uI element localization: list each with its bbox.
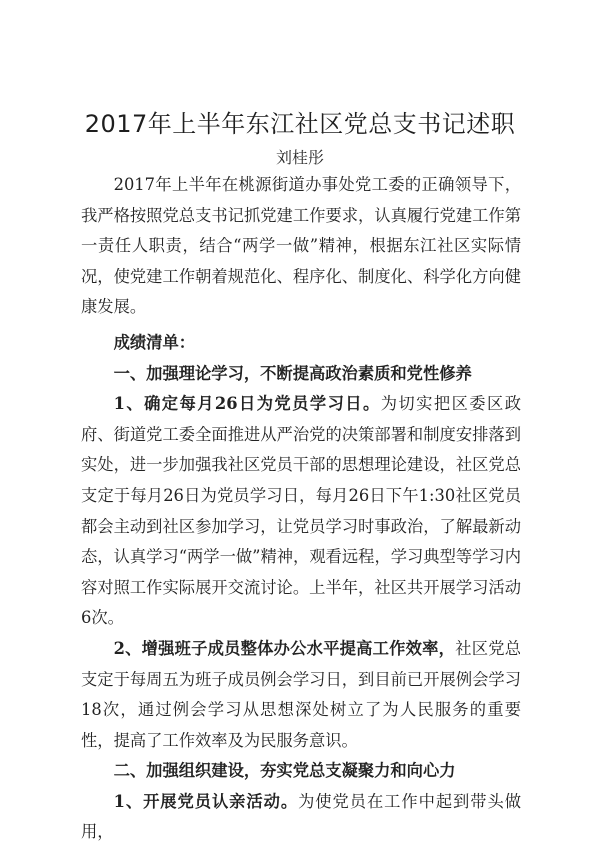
section2-item1-text: 为使党员在工作中起到带头做用， [81, 791, 521, 842]
section1-item1-lead: 1、确定每月26日为党员学习日。 [113, 394, 381, 414]
document-body [81, 170, 521, 848]
section1-item1-text: 为切实把区委区政府、街道党工委全面推进从严治党的决策部署和制度安排落到实处，进一步加强我社区党员干部的思想理论建设，社区党总支定于每月26日为党员学习日，每月26日下午1:30社区党员都会主动到社区参加学习，让党员学习时事政治，了解最新动态，认真学习“两学一做”精神，观看远程，学习典型等学习内容对照工作实际展开交流讨论。上半年，社区共开展学习活动6次。 [81, 394, 521, 628]
section1-item2-lead: 2、增强班子成员整体办公水平提高工作效率， [113, 638, 456, 658]
document-author: 刘桂彤 [275, 148, 324, 167]
intro-paragraph: 2017年上半年在桃源街道办事处党工委的正确领导下，我严格按照党总支书记抓党建工作要求，认真履行党建工作第一责任人职责，结合“两学一做”精神，根据东江社区实际情况，使党建工作朝着规范化、程序化、制度化、科学化方向健康发展。 [81, 175, 521, 317]
section2-item1 [81, 787, 521, 848]
section1-item1 [81, 389, 521, 634]
section2-heading: 二、加强组织建设，夯实党总支凝聚力和向心力 [113, 761, 456, 781]
section1-item2-text: 社区党总支定于每周五为班子成员例会学习日，到目前已开展例会学习18次，通过例会学习从思想深处树立了为人民服务的重要性，提高了工作效率及为民服务意识。 [81, 638, 521, 750]
section1-heading: 一、加强理论学习，不断提高政治素质和党性修养 [113, 363, 472, 383]
achievements-heading: 成绩清单： [113, 332, 196, 352]
section1-item2 [81, 634, 521, 756]
section2-item1-lead: 1、开展党员认亲活动。 [113, 791, 299, 811]
document-title: 2017年上半年东江社区党总支书记述职 [84, 110, 516, 138]
